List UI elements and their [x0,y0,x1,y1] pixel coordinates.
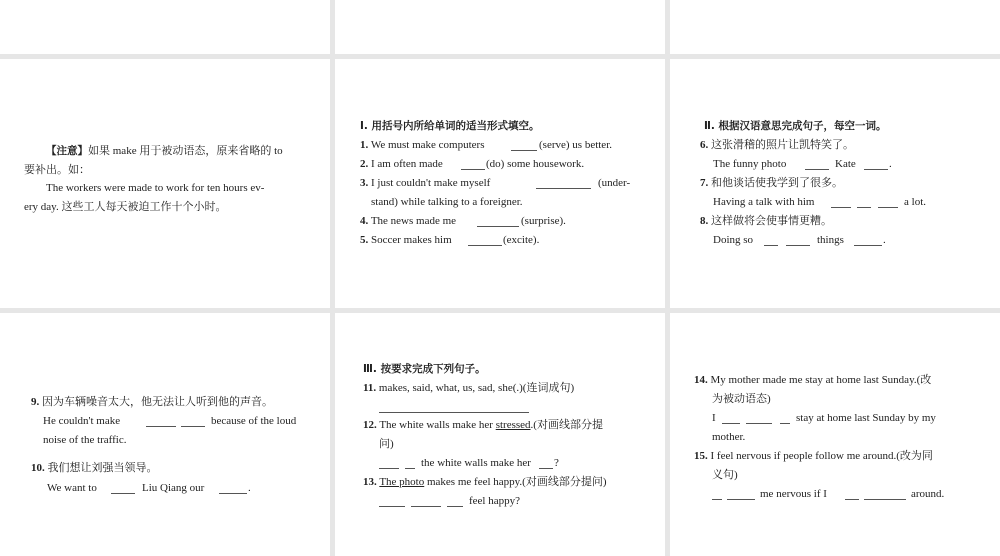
question-1-text-b: (serve) us better. [539,139,612,151]
question-3-line-2: stand) while talking to a foreigner. [371,196,523,208]
answer-blank-1[interactable] [511,150,537,151]
answer-blank-12b[interactable] [405,468,415,469]
question-14-line-2: 为被动语态) [712,393,771,405]
question-10-chinese: 我们想让刘强当领导。 [47,462,158,474]
question-7-text-a: Having a talk with him [713,196,815,208]
answer-blank-10a[interactable] [111,493,135,494]
question-4 [360,212,456,231]
question-7-chinese: 和他谈话使我学到了很多。 [711,177,843,189]
question-15-text: I feel nervous if people follow me around.(改为同 [710,450,933,462]
question-3-number: 3. [360,177,369,189]
answer-blank-2[interactable] [461,169,485,170]
question-12-underlined: stressed [495,419,531,431]
question-5 [360,231,452,250]
question-6-chinese: 这张滑稽的照片让凯特笑了。 [711,139,854,151]
question-4-number: 4. [360,215,369,227]
answer-blank-14c[interactable] [780,423,790,424]
question-8-text-b: things [817,234,844,246]
question-13-number: 13. [363,476,377,488]
question-8-chinese: 这样做将会使事情更糟。 [711,215,832,227]
question-6-text-a: The funny photo [713,158,787,170]
question-10-text-b: Liu Qiang our [142,482,205,494]
answer-blank-14b[interactable] [746,423,772,424]
question-14 [694,371,931,390]
note-panel [0,59,330,308]
question-13-text: makes me feel happy.(对画线部分提问) [426,476,607,488]
question-10 [31,459,158,478]
question-15-answer-text-a: me nervous if I [760,488,827,500]
question-14-number: 14. [694,374,708,386]
answer-blank-6a[interactable] [805,169,829,170]
section-2-panel [670,59,1000,308]
top-left-panel [0,0,330,54]
question-6-number: 6. [700,139,709,151]
question-7-number: 7. [700,177,709,189]
answer-blank-4[interactable] [477,226,519,227]
question-3 [360,174,490,193]
question-4-text-a: The news made me [370,215,457,227]
question-7-text-b: a lot. [904,196,926,208]
note-line-1 [46,142,283,161]
answer-blank-7c[interactable] [878,207,898,208]
question-2-text-a: I am often made [371,158,443,170]
question-1-text-a: We must make computers [370,139,485,151]
top-right-panel [670,0,1000,54]
answer-blank-8b[interactable] [786,245,810,246]
question-12-answer-text-a: the white walls make her [421,457,531,469]
question-10-number: 10. [31,462,45,474]
question-10-text-c: . [248,482,251,494]
section-1-panel [335,59,665,308]
answer-blank-13b[interactable] [411,506,441,507]
answer-blank-10b[interactable] [219,493,247,494]
answer-blank-9a[interactable] [146,426,176,427]
question-8-text-a: Doing so [713,234,754,246]
question-3-text-b: (under- [598,177,631,189]
question-6-text-c: . [889,158,892,170]
answer-blank-8c[interactable] [854,245,882,246]
question-9-line-2: noise of the traffic. [43,434,127,446]
answer-blank-8a[interactable] [764,245,778,246]
answer-blank-11[interactable] [379,412,529,413]
question-15-line-2: 义句) [712,469,738,481]
question-12-line-2: 问) [379,438,394,450]
answer-blank-15d[interactable] [864,499,906,500]
question-1-number: 1. [360,139,369,151]
answer-blank-6b[interactable] [864,169,888,170]
question-5-text-b: (excite). [503,234,540,246]
answer-blank-13a[interactable] [379,506,405,507]
question-3-text-a: I just couldn't make myself [371,177,491,189]
section-1-heading: Ⅰ. 用括号内所给单词的适当形式填空。 [360,120,540,132]
answer-blank-12c[interactable] [539,468,553,469]
question-2 [360,155,443,174]
note-line-3: The workers were made to work for ten hours ev- [46,182,265,194]
section-2-continued-panel [0,313,330,556]
question-15-number: 15. [694,450,708,462]
answer-blank-15a[interactable] [712,499,722,500]
top-middle-panel [335,0,665,54]
section-2-heading: Ⅱ. 根据汉语意思完成句子，每空一词。 [704,120,887,132]
answer-blank-5[interactable] [468,245,502,246]
question-6 [700,136,854,155]
answer-blank-9b[interactable] [181,426,205,427]
question-9-chinese: 因为车辆噪音太大，他无法让人听到他的声音。 [42,396,273,408]
note-line-4: ery day. 这些工人每天被迫工作十个小时。 [24,201,227,213]
note-line-1-text: 如果 make 用于被动语态，原来省略的 to [88,145,283,157]
question-12-number: 12. [363,419,377,431]
question-7 [700,174,843,193]
question-14-text: My mother made me stay at home last Sunday.(改 [710,374,932,386]
question-15-answer-text-b: around. [911,488,945,500]
answer-blank-3[interactable] [536,188,591,189]
question-4-text-b: (surprise). [521,215,566,227]
note-bracket-label: 【注意】 [46,145,88,157]
question-14-answer-text-a: I [712,412,716,424]
section-3-heading: Ⅲ. 按要求完成下列句子。 [363,363,486,375]
question-15 [694,447,933,466]
question-12 [363,416,603,435]
answer-blank-12a[interactable] [379,468,399,469]
question-8 [700,212,832,231]
question-11-number: 11. [363,382,377,394]
question-8-number: 8. [700,215,709,227]
question-9-text-b: because of the loud [211,415,297,427]
question-2-number: 2. [360,158,369,170]
question-9-number: 9. [31,396,40,408]
answer-blank-7b[interactable] [857,207,871,208]
question-2-text-b: (do) some housework. [486,158,585,170]
answer-blank-7a[interactable] [831,207,851,208]
question-11-text: makes, said, what, us, sad, she(.)(连词成句) [378,382,575,394]
question-13 [363,473,607,492]
question-11 [363,379,574,398]
question-9-text-a: He couldn't make [43,415,121,427]
question-13-underlined: The photo [379,476,425,488]
question-5-text-a: Soccer makes him [371,234,452,246]
answer-blank-14a[interactable] [722,423,740,424]
question-6-text-b: Kate [835,158,856,170]
question-9 [31,393,273,412]
answer-blank-15c[interactable] [845,499,859,500]
question-12-text-b: .(对画线部分提 [530,419,603,431]
question-13-answer-text: feel happy? [469,495,520,507]
question-14-line-4: mother. [712,431,746,443]
question-14-answer-text-b: stay at home last Sunday by my [796,412,936,424]
section-3-continued-panel [670,313,1000,556]
answer-blank-13c[interactable] [447,506,463,507]
question-5-number: 5. [360,234,369,246]
section-3-panel [335,313,665,556]
note-line-2: 要补出。如： [24,164,90,176]
question-10-text-a: We want to [47,482,97,494]
answer-blank-15b[interactable] [727,499,755,500]
question-12-text-a: The white walls make her [379,419,493,431]
question-8-text-c: . [883,234,886,246]
question-1 [360,136,484,155]
question-12-answer-text-b: ? [554,457,559,469]
